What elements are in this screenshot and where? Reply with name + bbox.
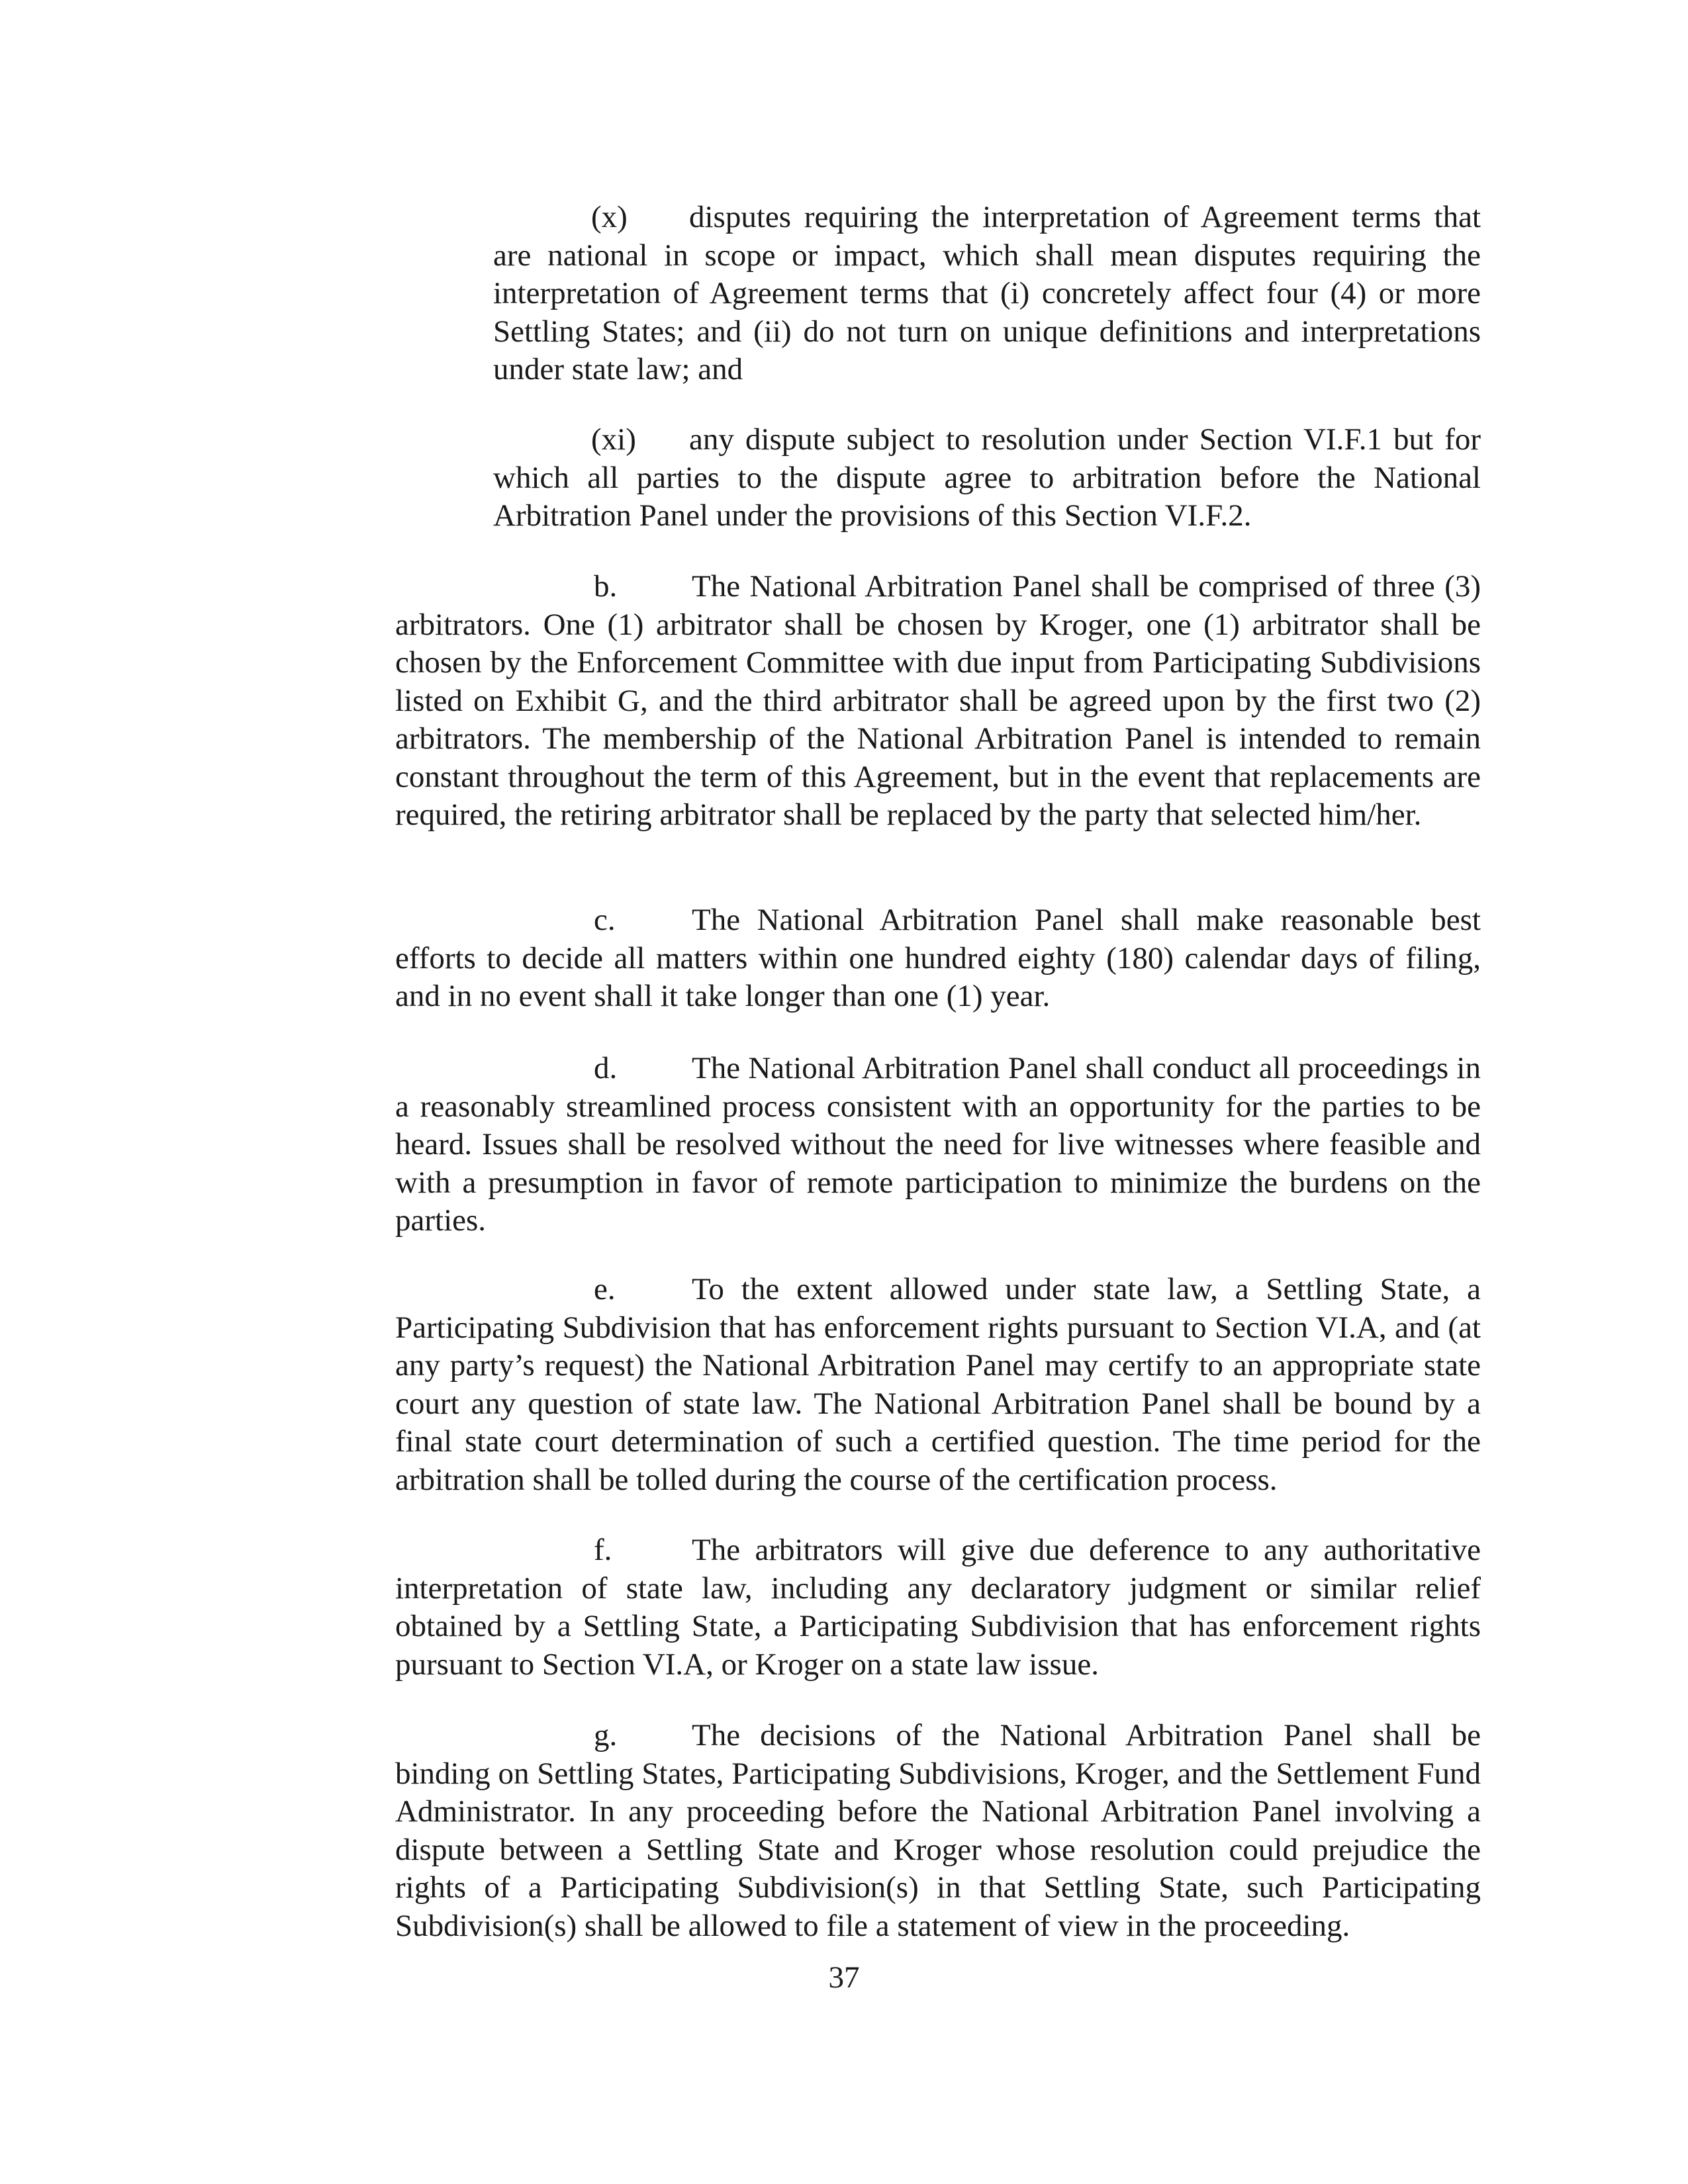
paragraph-d: [395, 1050, 1481, 1240]
paragraph-text: any dispute subject to resolution under Section VI.F.1 but for which all parties to the dispute agree to arbitration before the National Arbitration Panel under the provisions of this Section VI.F.2.: [493, 422, 1481, 533]
paragraph-marker: e.: [594, 1272, 616, 1306]
page-number: 37: [828, 1960, 860, 1995]
paragraph-marker: g.: [594, 1718, 618, 1752]
paragraph-xi: [493, 421, 1481, 535]
paragraph-e: [395, 1271, 1481, 1499]
paragraph-marker: (xi): [591, 422, 636, 457]
paragraph-text: The National Arbitration Panel shall conduct all proceedings in a reasonably streamlined process consistent with an opportunity for the parties to be heard. Issues shall be resolved without the need for live witnesses where feasible and with a presumption in favor of remote participation to minimize the burdens on the parties.: [395, 1051, 1481, 1238]
paragraph-text: disputes requiring the interpretation of Agreement terms that are national in scope or impact, which shall mean disputes requiring the interpretation of Agreement terms that (i) concretely affect four (4) or more Settling States; and (ii) do not turn on unique definitions and interpretations under state law; and: [493, 200, 1481, 387]
paragraph-text: To the extent allowed under state law, a Settling State, a Participating Subdivision that has enforcement rights pursuant to Section VI.A, and (at any party’s request) the National Arbitration Panel may certify to an appropriate state court any question of state law. The National Arbitration Panel shall be bound by a final state court determination of such a certified question. The time period for the arbitration shall be tolled during the course of the certification process.: [395, 1272, 1481, 1497]
paragraph-g: [395, 1717, 1481, 1945]
paragraph-marker: c.: [594, 903, 616, 937]
paragraph-x: [493, 199, 1481, 389]
paragraph-marker: b.: [594, 569, 618, 604]
paragraph-marker: d.: [594, 1051, 618, 1085]
paragraph-text: The National Arbitration Panel shall make reasonable best efforts to decide all matters within one hundred eighty (180) calendar days of filing, and in no event shall it take longer than one (1) year.: [395, 903, 1481, 1013]
paragraph-marker: f.: [594, 1533, 612, 1567]
paragraph-f: [395, 1531, 1481, 1684]
paragraph-c: [395, 901, 1481, 1016]
paragraph-text: The National Arbitration Panel shall be comprised of three (3) arbitrators. One (1) arbitrator shall be chosen by Kroger, one (1) arbitrator shall be chosen by the Enforcement Committee with due input from Participating Subdivisions listed on Exhibit G, and the third arbitrator shall be agreed upon by the first two (2) arbitrators. The membership of the National Arbitration Panel is intended to remain constant throughout the term of this Agreement, but in the event that replacements are required, the retiring arbitrator shall be replaced by the party that selected him/her.: [395, 569, 1481, 832]
paragraph-b: [395, 568, 1481, 835]
paragraph-text: The decisions of the National Arbitration Panel shall be binding on Settling States, Participating Subdivisions, Kroger, and the Settlement Fund Administrator. In any proceeding before the National Arbitration Panel involving a dispute between a Settling State and Kroger whose resolution could prejudice the rights of a Participating Subdivision(s) in that Settling State, such Participating Subdivision(s) shall be allowed to file a statement of view in the proceeding.: [395, 1718, 1481, 1943]
paragraph-marker: (x): [591, 200, 628, 234]
paragraph-text: The arbitrators will give due deference to any authoritative interpretation of state law, including any declaratory judgment or similar relief obtained by a Settling State, a Participating Subdivision that has enforcement rights pursuant to Section VI.A, or Kroger on a state law issue.: [395, 1533, 1481, 1682]
